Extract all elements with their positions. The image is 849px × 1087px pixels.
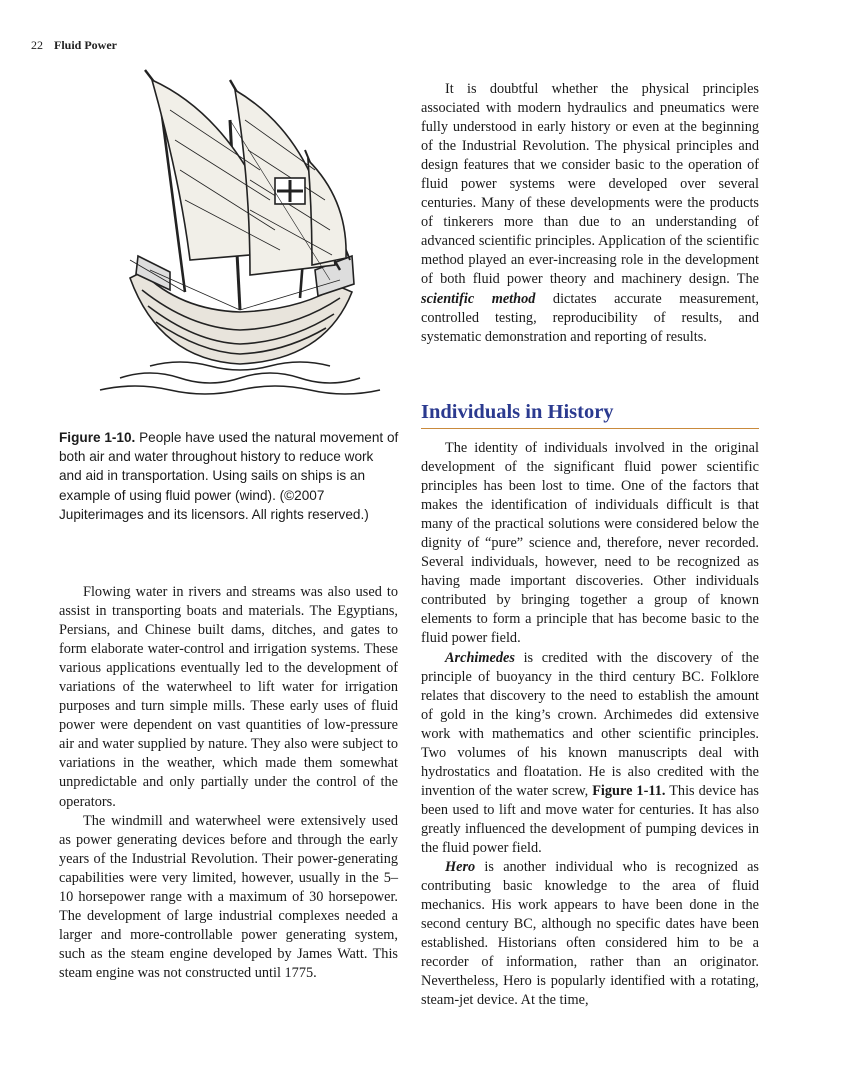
running-title: Fluid Power	[54, 38, 117, 52]
paragraph	[421, 80, 759, 347]
figure-caption	[59, 428, 399, 524]
running-header	[31, 38, 117, 53]
key-term: scientific method	[421, 290, 536, 307]
right-column-top	[421, 80, 759, 347]
page-number: 22	[31, 38, 43, 52]
sailing-ship-drawing	[90, 60, 390, 400]
paragraph	[421, 858, 759, 1010]
paragraph: The identity of individuals involved in the original development of the significant fluid power scientific principles has been lost to time. One of the factors that makes the identification of individuals difficult is that many of the practical solutions were considered below the dignity of “pure” science and, therefore, never recorded. Several individuals, however, need to be recognized as having made important discoveries. Other individuals contributed by bringing together a group of known elements to form a principle that has become basic to the fluid power field.	[421, 440, 759, 647]
section-heading: Individuals in History	[421, 401, 759, 429]
paragraph: Flowing water in rivers and streams was also used to assist in transporting boats and materials. The Egyptians, Persians, and Chinese built dams, ditches, and gates to form elaborate water-control and irrigation systems. These various applications eventually led to the development of variations of the waterwheel to lift water for irrigation purposes and turn simple mills. These early uses of fluid power were dependent on vast quantities of low-pressure air and water supplied by nature. They also were subject to variations in the weather, which made them somewhat unpredictable and only partially under the control of the operators.	[59, 584, 398, 810]
paragraph-text: This device has been used to lift and move water for centuries. It has also greatly influenced the development of pumping devices in the fluid power field.	[421, 782, 759, 856]
paragraph-text: is credited with the discovery of the principle of buoyancy in the third century BC. Folklore relates that discovery to the need to establish the amount of gold in the king’s crown. Archimedes did extensive work with mathematics and other scientific principles. Two volumes of his known manuscripts deal with hydrostatics and floatation. He is also credited with the invention of the water screw,	[421, 649, 759, 799]
paragraph	[421, 649, 759, 859]
right-column-bottom	[421, 439, 759, 1010]
paragraph-text: dictates accurate measurement, controlled testing, reproducibility of results, and systematic demonstration and reporting of results.	[421, 290, 759, 345]
left-column	[59, 583, 398, 983]
figure-reference: Figure 1-11.	[592, 782, 666, 799]
paragraph-text: is another individual who is recognized as contributing basic knowledge to the area of fluid mechanics. His work appears to have been done in the second century BC, although no specific dates have been established. Historians often considered him to be a recorder of information, rather than an originator. Nevertheless, Hero is popularly identified with a rotating, steam-jet device. At the time,	[421, 859, 759, 1009]
key-term: Archimedes	[445, 649, 515, 666]
paragraph-text: It is doubtful whether the physical principles associated with modern hydraulics and pneumatics were fully understood in early history or even at the beginning of the Industrial Revolution. The physical principles and design features that we consider basic to the operation of fluid power systems were developed over several centuries. Many of these developments were the products of tinkerers more than due to an understanding of advanced scientific principles. Application of the scientific method played an ever-increasing role in the development of both fluid power theory and machinery design. The	[421, 81, 759, 288]
key-term: Hero	[445, 859, 476, 876]
ship-illustration	[90, 60, 390, 400]
figure-label: Figure 1-10.	[59, 430, 136, 445]
paragraph: The windmill and waterwheel were extensively used as power generating devices before and through the early years of the Industrial Revolution. Their power-generating capabilities were very limited, however, usually in the 5–10 horsepower range with a maximum of 30 horsepower. The development of large industrial complexes needed a larger and more-controllable power generating system, such as the steam engine developed by James Watt. This steam engine was not constructed until 1775.	[59, 812, 398, 981]
figure-caption-text: People have used the natural movement of both air and water throughout history to reduce work and aid in transportation. Using sails on ships is an example of using fluid power (wind). (©2007 Jupiterimages and its licensors. All rights reserved.)	[59, 430, 399, 522]
